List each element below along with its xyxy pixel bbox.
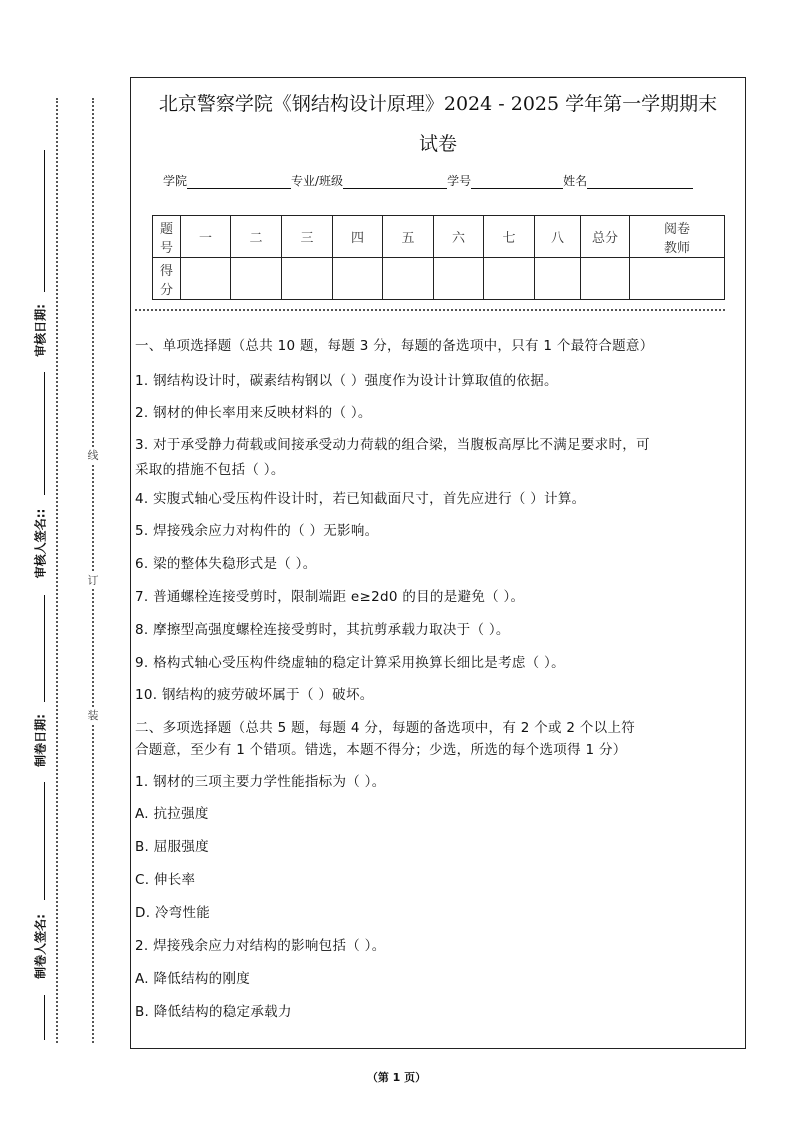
exam-title: 北京警察学院《钢结构设计原理》2024 - 2025 学年第一学期期末	[158, 93, 718, 115]
header-cell: 四	[333, 216, 383, 258]
question-line: 二、多项选择题（总共 5 题，每题 4 分，每题的备选项中，有 2 个或 2 个以上符	[135, 720, 636, 736]
dotted-line-inner	[92, 98, 94, 1043]
score-cell[interactable]	[383, 258, 434, 300]
bind-char-ding: 订	[87, 574, 99, 587]
question-line: 2. 钢材的伸长率用来反映材料的（ ）。	[135, 405, 372, 421]
major-class-label: 专业/班级	[291, 174, 344, 188]
question-line: B. 屈服强度	[135, 839, 209, 855]
score-cell[interactable]	[581, 258, 630, 300]
question-line: 4. 实腹式轴心受压构件设计时，若已知截面尺寸，首先应进行（ ）计算。	[135, 491, 586, 507]
page-number: （第 1 页）	[366, 1071, 427, 1084]
question-line: A. 抗拉强度	[135, 806, 209, 822]
question-line: 6. 梁的整体失稳形式是（ ）。	[135, 556, 317, 572]
row-label: 得 分	[153, 258, 181, 300]
question-line: 1. 钢材的三项主要力学性能指标为（ ）。	[135, 774, 386, 790]
question-line: D. 冷弯性能	[135, 905, 211, 921]
score-cell[interactable]	[630, 258, 725, 300]
make-date-label: 制卷日期:	[30, 702, 50, 782]
score-cell[interactable]	[333, 258, 383, 300]
header-cell: 总分	[581, 216, 630, 258]
exam-title-line2: 试卷	[418, 133, 457, 155]
score-cell[interactable]	[434, 258, 484, 300]
dotted-line-outer	[56, 98, 58, 1043]
header-cell: 八	[535, 216, 581, 258]
question-line: 采取的措施不包括（ ）。	[135, 462, 285, 478]
student-id-label: 学号	[447, 174, 472, 188]
score-cell[interactable]	[282, 258, 333, 300]
question-line: 1. 钢结构设计时，碳素结构钢以（ ）强度作为设计计算取值的依据。	[135, 373, 558, 389]
reviewer-sign-label: 审核人签名::	[30, 495, 50, 595]
question-line: 2. 焊接残余应力对结构的影响包括（ ）。	[135, 938, 386, 954]
score-cell[interactable]	[231, 258, 282, 300]
header-cell: 五	[383, 216, 434, 258]
student-info	[163, 172, 693, 189]
question-line: A. 降低结构的刚度	[135, 971, 251, 987]
header-cell: 三	[282, 216, 333, 258]
question-line: 一、单项选择题（总共 10 题，每题 3 分，每题的备选项中，只有 1 个最符合题意）	[135, 338, 654, 354]
student-id-field[interactable]	[471, 174, 563, 189]
maker-sign-label: 制卷人签名:	[30, 900, 50, 995]
question-line: 3. 对于承受静力荷载或间接承受动力荷载的组合梁，当腹板高厚比不满足要求时，可	[135, 437, 650, 453]
score-cell[interactable]	[181, 258, 231, 300]
score-cell[interactable]	[484, 258, 535, 300]
question-line: 9. 格构式轴心受压构件绕虚轴的稳定计算采用换算长细比是考虑（ ）。	[135, 655, 565, 671]
bind-char-zhuang: 装	[87, 709, 99, 722]
grader-header: 阅卷 教师	[630, 216, 725, 258]
header-cell: 六	[434, 216, 484, 258]
question-line: 10. 钢结构的疲劳破坏属于（ ）破坏。	[135, 687, 374, 703]
question-line: B. 降低结构的稳定承载力	[135, 1004, 292, 1020]
name-label: 姓名	[563, 174, 588, 188]
college-label: 学院	[163, 174, 188, 188]
header-cell: 二	[231, 216, 282, 258]
college-field[interactable]	[187, 174, 291, 189]
question-line: 7. 普通螺栓连接受剪时，限制端距 e≥2d0 的目的是避免（ ）。	[135, 589, 525, 605]
bind-char-xian: 线	[87, 449, 99, 462]
question-line: 5. 焊接残余应力对构件的（ ）无影响。	[135, 523, 379, 539]
question-line: 8. 摩擦型高强度螺栓连接受剪时，其抗剪承载力取决于（ ）。	[135, 622, 510, 638]
header-cell: 一	[181, 216, 231, 258]
major-class-field[interactable]	[343, 174, 447, 189]
row-label: 题 号	[153, 216, 181, 258]
question-line: C. 伸长率	[135, 872, 196, 888]
header-cell: 七	[484, 216, 535, 258]
score-table	[152, 215, 725, 300]
name-field[interactable]	[587, 174, 693, 189]
separator	[135, 309, 725, 311]
score-cell[interactable]	[535, 258, 581, 300]
review-date-label: 审核日期:	[30, 292, 50, 372]
question-line: 合题意，至少有 1 个错项。错选，本题不得分；少选，所选的每个选项得 1 分）	[135, 742, 627, 758]
